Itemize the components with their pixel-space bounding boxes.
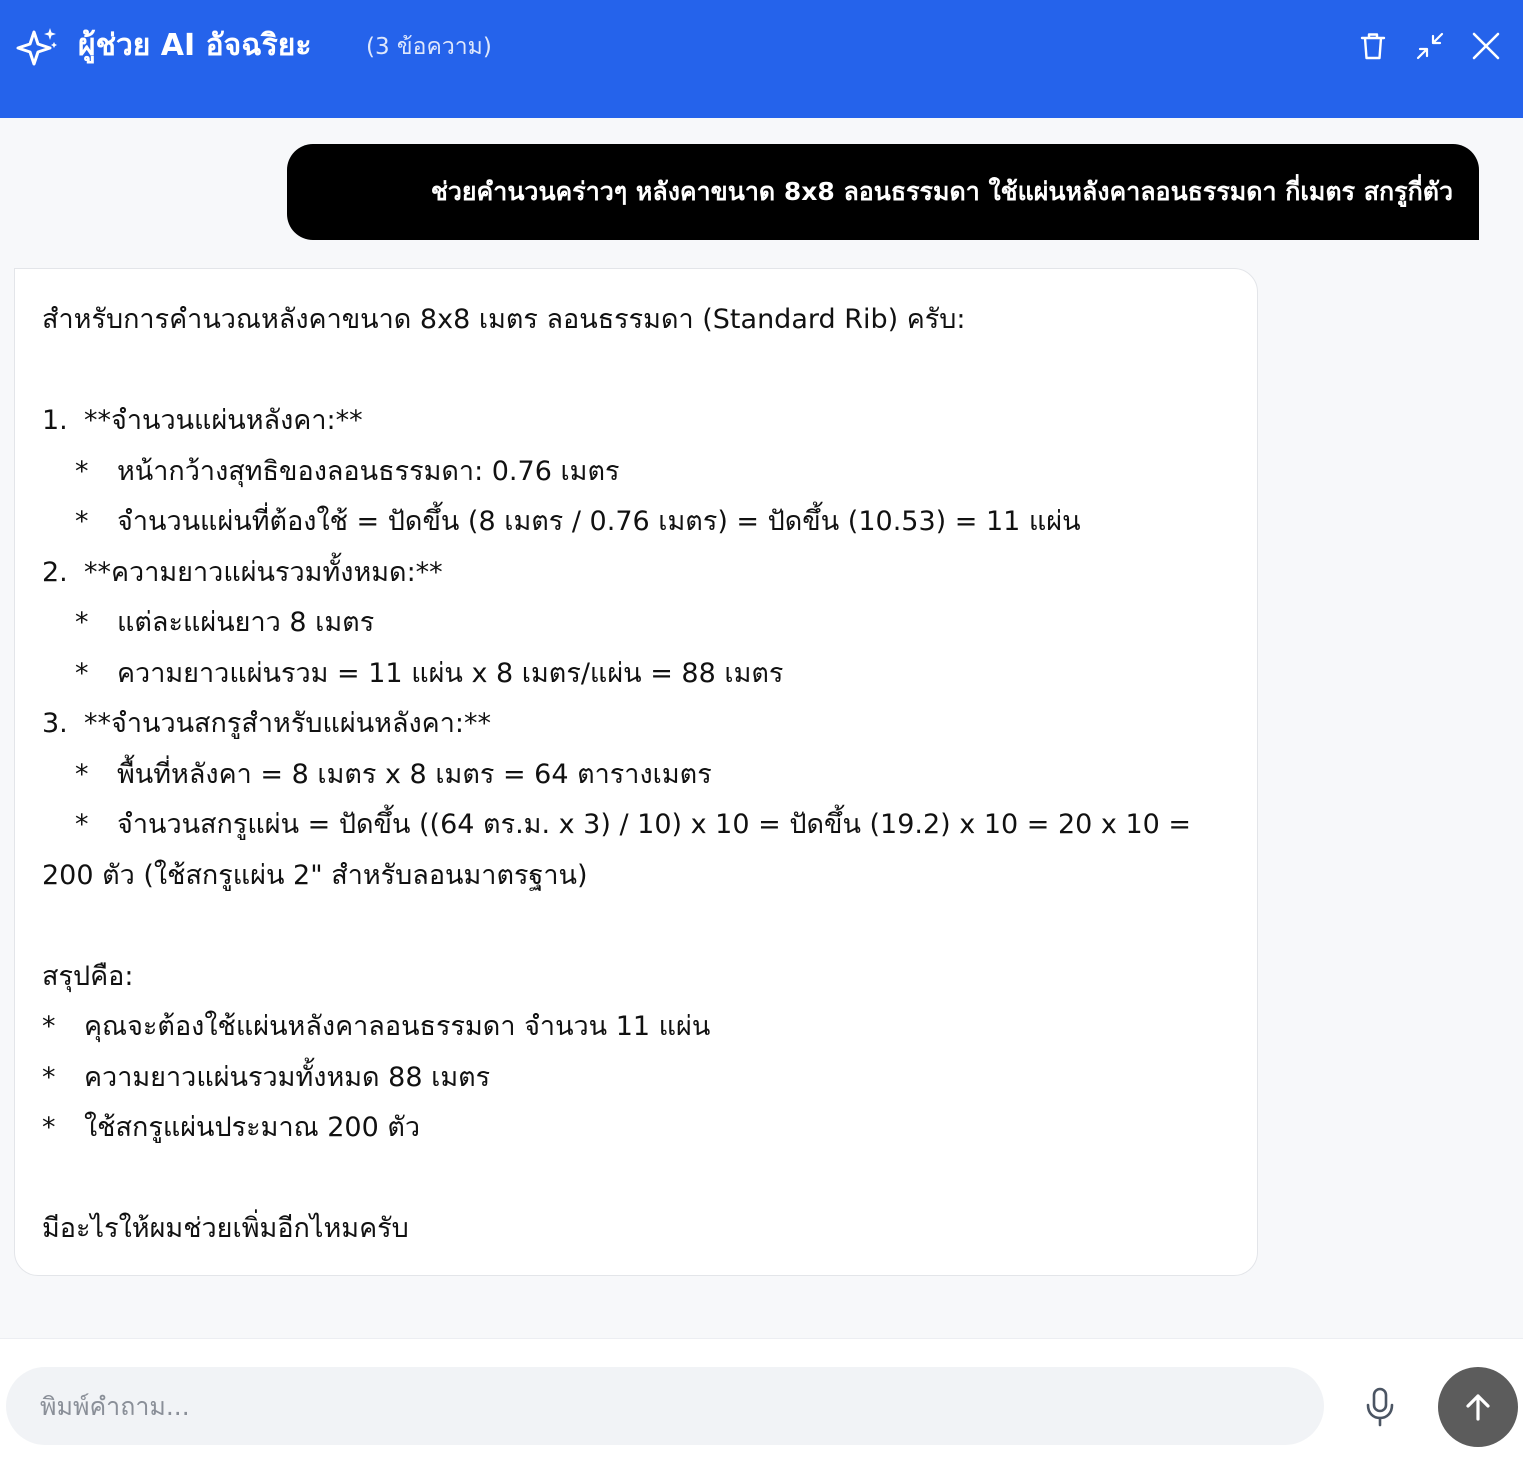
list-item-text: จำนวนสกรูแผ่น = ปัดขึ้น ((64 ตร.ม. x 3) / 10) x 10 = ปัดขึ้น (19.2) x 10 = 20 x 10 =	[117, 809, 1192, 840]
user-message: ช่วยคำนวนคร่าวๆ หลังคาขนาด 8x8 ลอนธรรมดา ใช้แผ่นหลังคาลอนธรรมดา กี่เมตร สกรูกี่ตัว	[287, 144, 1479, 240]
minimize-icon[interactable]	[1412, 28, 1448, 64]
bullet: *	[75, 607, 89, 638]
question-input[interactable]	[6, 1367, 1324, 1445]
closing-question: มีอะไรให้ผมช่วยเพิ่มอีกไหมครับ	[42, 1213, 409, 1244]
summary-item-text: ความยาวแผ่นรวมทั้งหมด 88 เมตร	[84, 1061, 491, 1093]
list-item-text: จำนวนแผ่นที่ต้องใช้ = ปัดขึ้น (8 เมตร / 0.76 เมตร) = ปัดขึ้น (10.53) = 11 แผ่น	[117, 506, 1081, 537]
list-item	[42, 750, 1231, 801]
bullet: *	[42, 1061, 56, 1093]
summary-item-text: คุณจะต้องใช้แผ่นหลังคาลอนธรรมดา จำนวน 11 แผ่น	[84, 1011, 711, 1042]
input-bar	[0, 1338, 1523, 1465]
chat-header	[0, 0, 1523, 118]
list-item	[42, 800, 1231, 851]
list-item-text: พื้นที่หลังคา = 8 เมตร x 8 เมตร = 64 ตารางเมตร	[117, 758, 712, 790]
section-heading	[42, 396, 1231, 447]
bullet: *	[75, 657, 89, 689]
bullet: *	[75, 809, 89, 840]
list-item	[42, 598, 1231, 649]
summary-item	[42, 1103, 1231, 1154]
list-item	[42, 649, 1231, 700]
response-intro: สำหรับการคำนวณหลังคาขนาด 8x8 เมตร ลอนธรรมดา (Standard Rib) ครับ:	[42, 304, 966, 335]
trash-icon[interactable]	[1355, 28, 1391, 64]
list-number: 2.	[42, 556, 68, 588]
blank-line	[42, 346, 1231, 397]
bullet: *	[75, 506, 89, 537]
list-item-text: แต่ละแผ่นยาว 8 เมตร	[117, 607, 375, 638]
message-count: (3 ข้อความ)	[366, 34, 492, 60]
section-heading	[42, 699, 1231, 750]
list-item-continuation: 200 ตัว (ใช้สกรูแผ่น 2" สำหรับลอนมาตรฐาน)	[42, 859, 588, 891]
list-item-text: ความยาวแผ่นรวม = 11 แผ่น x 8 เมตร/แผ่น = 88 เมตร	[117, 657, 784, 689]
sparkle-icon	[14, 24, 62, 72]
send-button[interactable]	[1438, 1367, 1518, 1447]
summary-item	[42, 1002, 1231, 1053]
blank-line	[42, 901, 1231, 952]
chat-messages	[0, 118, 1523, 1338]
list-number: 1.	[42, 405, 68, 436]
section-heading	[42, 548, 1231, 599]
assistant-title: ผู้ช่วย AI อัจฉริยะ	[78, 28, 312, 63]
close-icon[interactable]	[1468, 28, 1504, 64]
list-number: 3.	[42, 708, 68, 739]
microphone-icon[interactable]	[1356, 1383, 1404, 1431]
list-item-text: หน้ากว้างสุทธิของลอนธรรมดา: 0.76 เมตร	[117, 455, 620, 487]
list-item	[42, 497, 1231, 548]
list-item	[42, 447, 1231, 498]
summary-item-text: ใช้สกรูแผ่นประมาณ 200 ตัว	[84, 1112, 421, 1143]
arrow-up-icon	[1458, 1387, 1498, 1427]
bullet: *	[42, 1112, 56, 1143]
summary-item	[42, 1053, 1231, 1104]
section-title: **จำนวนสกรูสำหรับแผ่นหลังคา:**	[84, 708, 491, 739]
summary-title: สรุปคือ:	[42, 960, 134, 992]
bullet: *	[75, 455, 89, 487]
blank-line	[42, 1154, 1231, 1205]
section-title: **จำนวนแผ่นหลังคา:**	[84, 405, 363, 436]
assistant-message	[14, 268, 1258, 1276]
bullet: *	[75, 758, 89, 790]
section-title: **ความยาวแผ่นรวมทั้งหมด:**	[84, 556, 443, 588]
bullet: *	[42, 1011, 56, 1042]
